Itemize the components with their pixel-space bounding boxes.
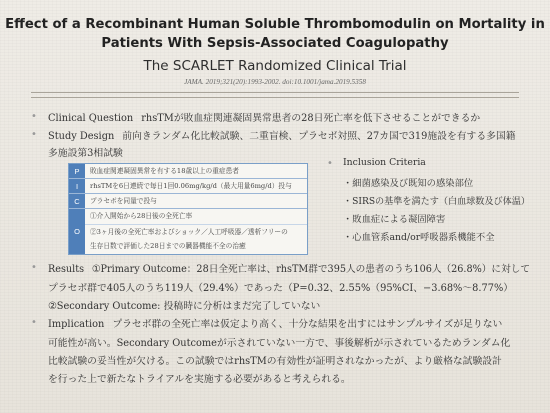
inclusion-item: ・敗血症による凝固障害 [343,214,446,225]
title-line-1: Effect of a Recombinant Human Soluble Thrombomodulin on Mortality in [5,17,545,32]
pico-cell: ②3ヶ月後の全死亡率およびショック／人工呼吸器／透析フリーの [85,224,307,240]
pico-key: I [69,179,85,193]
bullet-icon: • [327,158,333,169]
implication-line-1 [48,316,502,330]
pico-table [68,163,308,255]
pico-key: O [69,209,85,254]
study-design-line-2: 多施設第3相試験 [48,148,123,159]
pico-cell: ①介入開始から28日後の全死亡率 [90,212,193,220]
implication-line-4: を行った上で新たなトライアルを実施する必要があると考えられる。 [48,374,351,385]
bullet-icon: • [31,129,37,140]
study-design-label: Study Design [48,131,115,142]
pico-row-i [69,178,307,193]
results-label: Results [48,264,85,275]
pico-cell: 敗血症関連凝固異常を有する18歳以上の重症患者 [90,167,239,175]
bullet-icon: • [31,317,37,328]
double-rule-divider [31,92,519,98]
implication-label: Implication [48,319,105,330]
pico-key: C [69,194,85,208]
study-design-line-1 [48,128,516,142]
pico-row-p [69,164,307,178]
implication-line-2: 可能性が高い。Secondary Outcomeが示されていない一方で、事後解析が示されているためランダム化 [48,338,511,349]
bullet-icon: • [31,262,37,273]
clinical-question [48,110,480,124]
results-line-1 [48,261,530,275]
results-line-2: プラセボ群で405人のうち119人（29.4%）であった（P=0.32、2.55%（95%CI、−3.68%〜8.77%） [48,283,514,294]
inclusion-item: ・心血管系and/or呼吸器系機能不全 [343,232,495,243]
pico-cell: 生存日数で評価した28日までの臓器機能不全の治癒 [90,242,246,250]
citation: JAMA. 2019;321(20):1993-2002. doi:10.1001/jama.2019.5358 [184,78,366,86]
implication-text-1: プラセボ群の全死亡率は仮定より高く、十分な結果を出すにはサンプルサイズが足りない [112,319,503,330]
title-line-2: Patients With Sepsis-Associated Coagulopathy [101,36,449,51]
inclusion-item: ・細菌感染及び既知の感染部位 [343,178,474,189]
clinical-question-label: Clinical Question [48,113,134,124]
pico-key: P [69,164,85,178]
clinical-question-text: rhsTMが敗血症関連凝固異常患者の28日死亡率を低下させることができるか [141,113,481,124]
pico-row-c [69,193,307,208]
subtitle: The SCARLET Randomized Clinical Trial [143,58,407,74]
pico-cell: rhsTMを6日連続で毎日1回0.06mg/kg/d（最大用量6mg/d）投与 [90,182,292,190]
inclusion-criteria-title: Inclusion Criteria [343,157,426,168]
results-text-1: ①Primary Outcome：28日全死亡率は、rhsTM群で395人の患者のうち106人（26.8%）に対して [91,264,531,275]
study-design-text-1: 前向きランダム化比較試験、二重盲検、プラセボ対照、27カ国で319施設を有する多国籍 [122,131,516,142]
implication-line-3: 比較試験の妥当性が欠ける。この試験ではrhsTMの有効性が証明されなかったが、より厳格な試験設計 [48,356,502,367]
results-line-3: ②Secondary Outcome: 投稿時に分析はまだ完了していない [48,301,321,312]
pico-row-o [69,208,307,254]
inclusion-item: ・SIRSの基準を満たす（白血球数及び体温） [343,196,530,207]
bullet-icon: • [31,111,37,122]
pico-cell: プラセボを同量で投与 [90,197,157,205]
